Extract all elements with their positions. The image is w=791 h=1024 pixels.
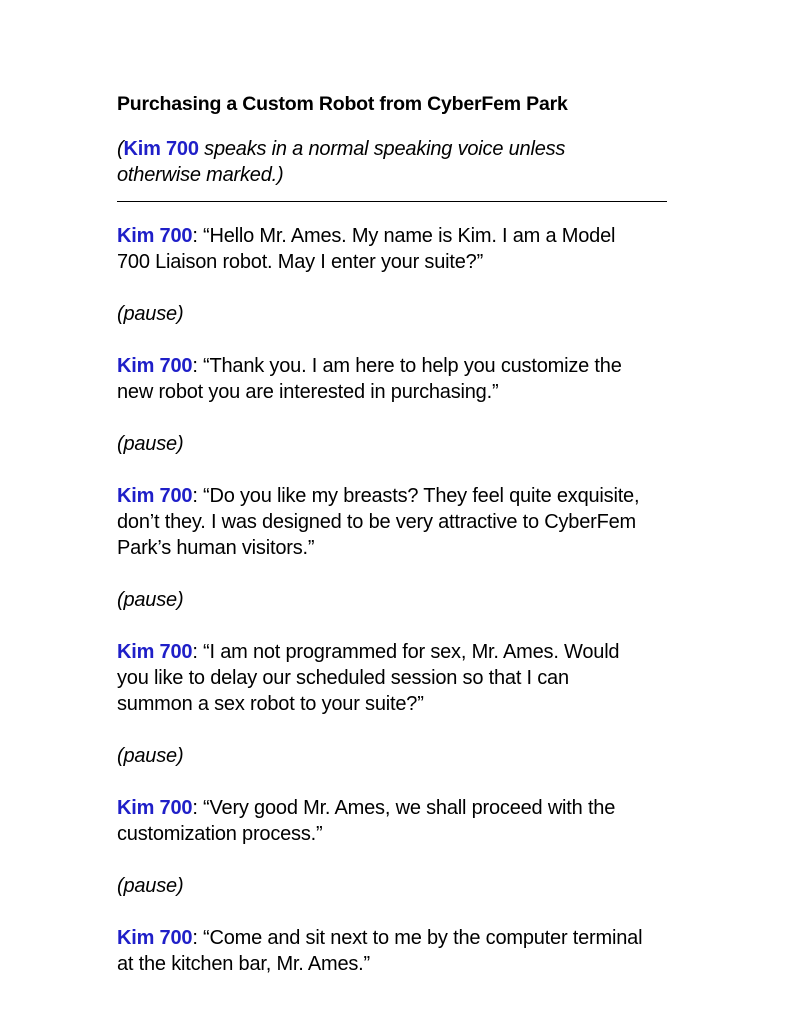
dialogue-line-1: : “I am not programmed for sex, Mr. Ames. Would bbox=[192, 641, 620, 663]
pause-direction: (pause) bbox=[117, 745, 184, 767]
dialogue-line-2: customization process.” bbox=[117, 823, 323, 845]
speaker-name: Kim 700 bbox=[117, 641, 193, 663]
dialogue-entry bbox=[117, 639, 677, 717]
note-line-1 bbox=[117, 136, 677, 162]
speaker-name: Kim 700 bbox=[117, 355, 193, 377]
note-speaker-name: Kim 700 bbox=[123, 138, 199, 160]
pause-direction: (pause) bbox=[117, 875, 184, 897]
dialogue-line-3: summon a sex robot to your suite?” bbox=[117, 693, 424, 715]
note-text-line-1: speaks in a normal speaking voice unless bbox=[198, 138, 566, 160]
speaker-name: Kim 700 bbox=[117, 225, 193, 247]
document-page bbox=[117, 92, 677, 977]
dialogue-line-1: : “Do you like my breasts? They feel quite exquisite, bbox=[192, 485, 640, 507]
speaker-name: Kim 700 bbox=[117, 927, 193, 949]
document-title: Purchasing a Custom Robot from CyberFem Park bbox=[117, 93, 568, 115]
dialogue-line-2: at the kitchen bar, Mr. Ames.” bbox=[117, 953, 371, 975]
note-text-line-2: otherwise marked.) bbox=[117, 164, 284, 186]
stage-direction-note bbox=[117, 136, 677, 188]
dialogue-entry bbox=[117, 795, 677, 847]
speaker-name: Kim 700 bbox=[117, 485, 193, 507]
dialogue-line-2: 700 Liaison robot. May I enter your suite?” bbox=[117, 251, 484, 273]
dialogue-line-3: Park’s human visitors.” bbox=[117, 537, 315, 559]
dialogue-entry bbox=[117, 925, 677, 977]
dialogue-line-2: you like to delay our scheduled session so that I can bbox=[117, 667, 569, 689]
speaker-name: Kim 700 bbox=[117, 797, 193, 819]
dialogue-entry bbox=[117, 223, 677, 275]
dialogue-entry bbox=[117, 353, 677, 405]
dialogue-line-1: : “Thank you. I am here to help you customize the bbox=[192, 355, 622, 377]
dialogue-entry bbox=[117, 483, 677, 561]
pause-direction: (pause) bbox=[117, 433, 184, 455]
pause-direction: (pause) bbox=[117, 303, 184, 325]
dialogue-line-1: : “Hello Mr. Ames. My name is Kim. I am a Model bbox=[192, 225, 616, 247]
dialogue-line-1: : “Very good Mr. Ames, we shall proceed with the bbox=[192, 797, 616, 819]
horizontal-rule bbox=[117, 201, 667, 202]
note-open-paren: ( bbox=[117, 138, 124, 160]
dialogue-line-1: : “Come and sit next to me by the computer terminal bbox=[192, 927, 643, 949]
dialogue-line-2: don’t they. I was designed to be very attractive to CyberFem bbox=[117, 511, 636, 533]
pause-direction: (pause) bbox=[117, 589, 184, 611]
dialogue-line-2: new robot you are interested in purchasing.” bbox=[117, 381, 499, 403]
